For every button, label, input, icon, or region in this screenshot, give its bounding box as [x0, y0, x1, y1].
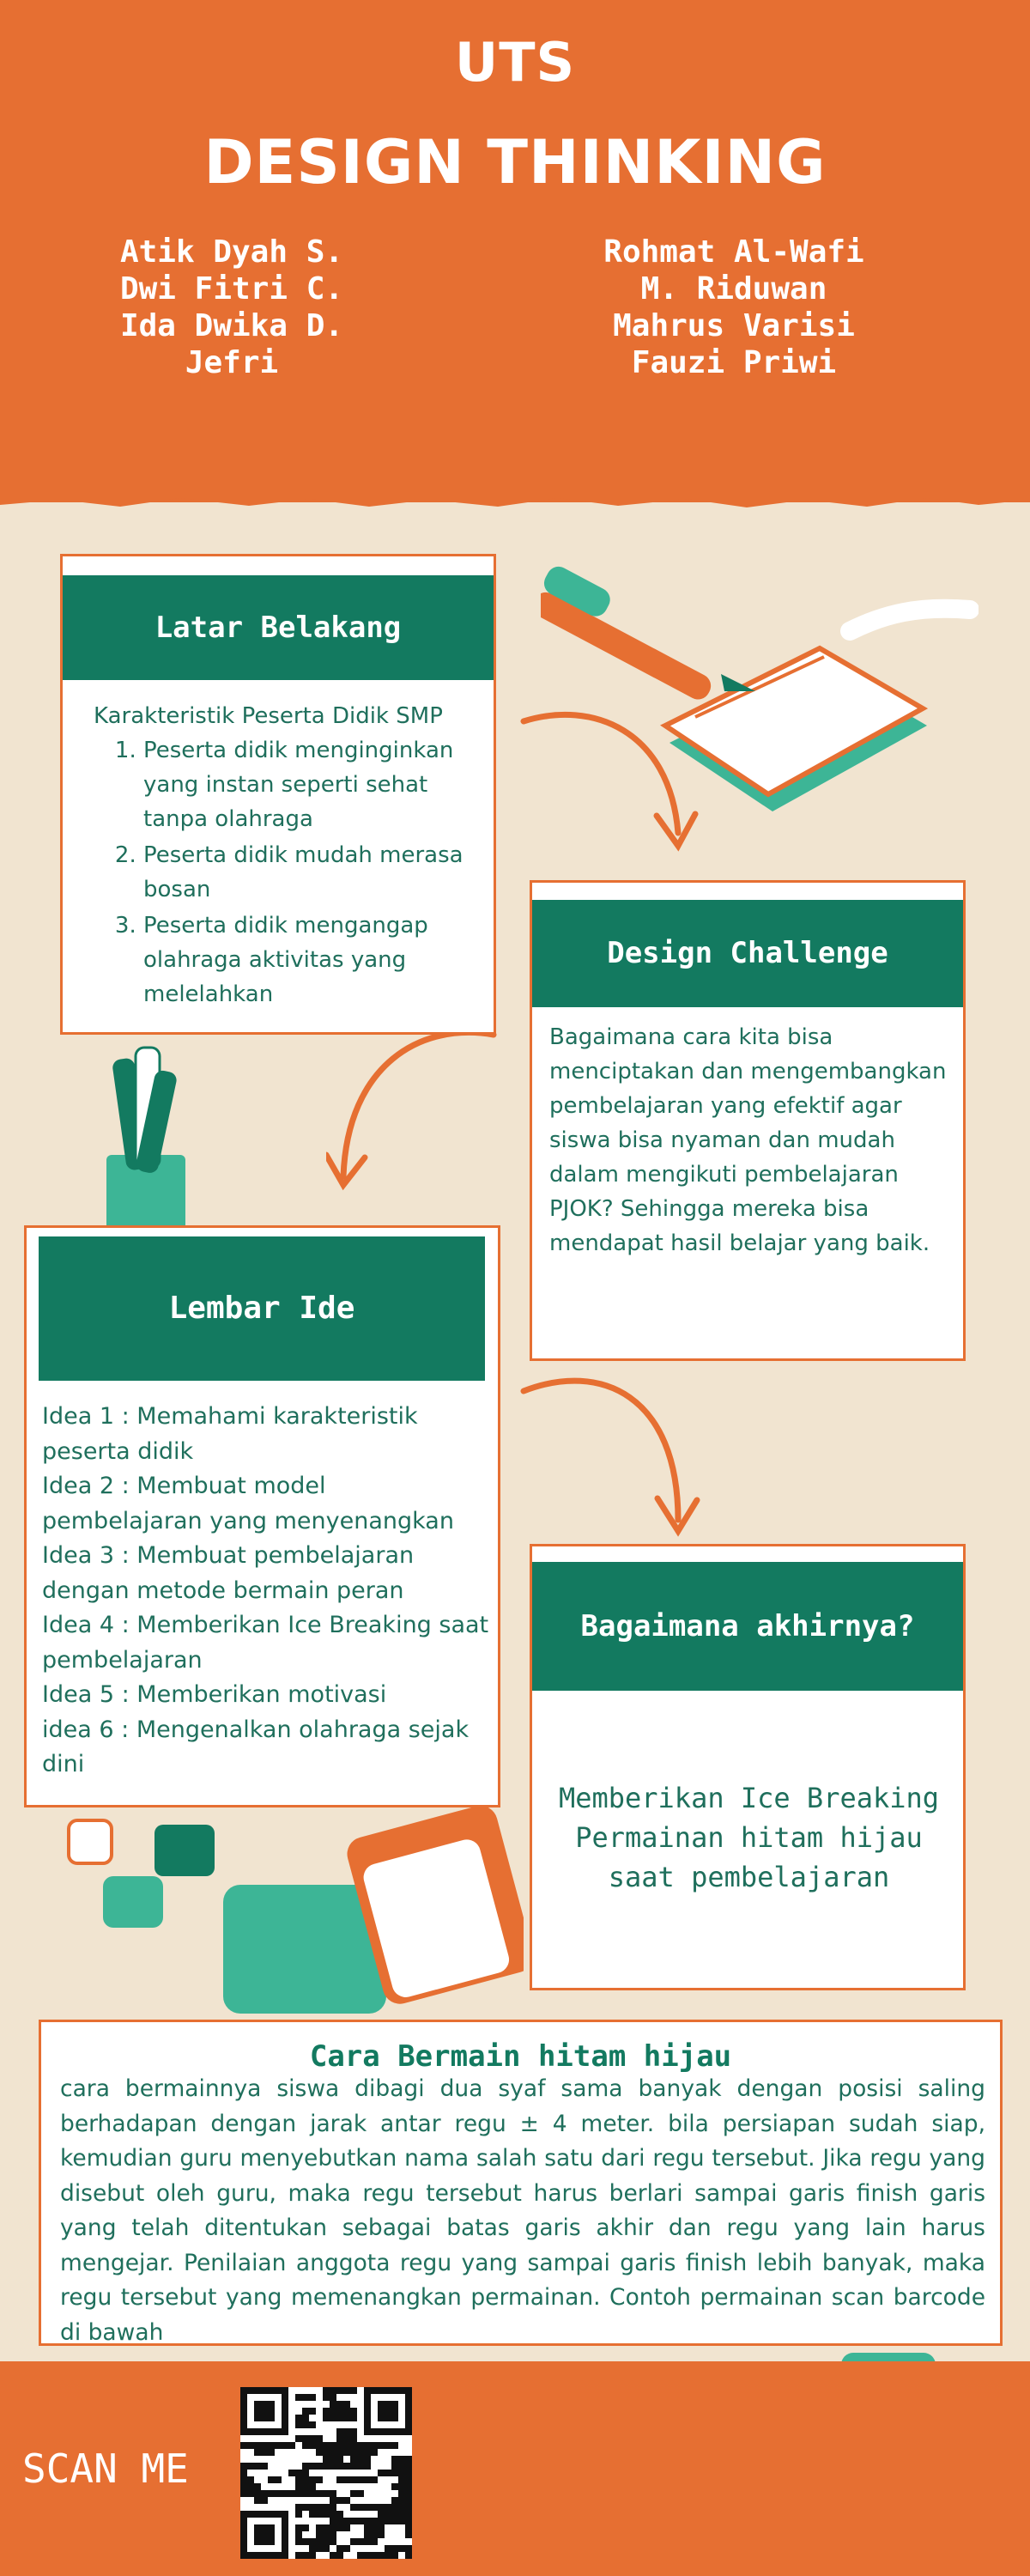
- arrow-to-ide: [326, 1022, 506, 1194]
- list-item: Idea 2 : Membuat model pembelajaran yang menyenangkan: [42, 1473, 454, 1534]
- cara-bermain-text: cara bermainnya siswa dibagi dua syaf sama banyak dengan posisi saling berhadapan dengan jarak antar regu ± 4 meter. bila persiapan sudah siap, kemudian guru menyebutkan nama salah satu dari regu tersebut. Jika regu yang disebut oleh guru, maka regu tersebut harus berlari sampai garis finish garis yang telah ditentukan sebagai batas garis akhir dan regu yang lain harus mengejar. Penilaian anggota regu yang sampai garis finish lebih banyak, maka regu tersebut yang memenangkan permainan. Contoh permainan scan barcode di bawah: [60, 2075, 985, 2346]
- torn-edge: [0, 481, 1030, 515]
- page-title-line2: DESIGN THINKING: [203, 127, 827, 197]
- latar-belakang-body: [94, 699, 480, 1013]
- members-left: [94, 234, 369, 381]
- latar-belakang-card: [60, 554, 496, 1035]
- scan-me-label: SCAN ME: [22, 2445, 189, 2492]
- member-name: Jefri: [185, 345, 279, 380]
- page-title-line1: UTS: [454, 31, 576, 94]
- list-item: Idea 1 : Memahami karakteristik peserta didik: [42, 1403, 418, 1465]
- list-item: 1. Peserta didik menginginkan yang instan seperti sehat tanpa olahraga: [143, 733, 480, 836]
- bagaimana-akhirnya-title: Bagaimana akhirnya?: [532, 1562, 963, 1691]
- member-name: Rohmat Al-Wafi: [603, 234, 864, 270]
- design-challenge-text: Bagaimana cara kita bisa menciptakan dan mengembangkan pembelajaran yang efektif agar siswa bisa nyaman dan mudah dalam mengikuti pembelajaran PJOK? Sehingga mereka bisa mendapat hasil belajar yang baik.: [549, 1024, 947, 1256]
- list-item: idea 6 : Mengenalkan olahraga sejak dini: [42, 1716, 470, 1777]
- design-challenge-card: [530, 880, 966, 1361]
- latar-belakang-title: Latar Belakang: [63, 575, 494, 680]
- lembar-ide-card: [24, 1225, 500, 1807]
- list-item: Idea 4 : Memberikan Ice Breaking saat pembelajaran: [42, 1612, 489, 1674]
- lembar-ide-title: Lembar Ide: [39, 1236, 485, 1381]
- list-item: 3. Peserta didik mengangap olahraga aktivitas yang melelahkan: [143, 908, 480, 1012]
- member-name: Ida Dwika D.: [119, 308, 344, 343]
- members-right: [558, 234, 910, 381]
- member-name: Dwi Fitri C.: [119, 271, 344, 307]
- cara-bermain-title: Cara Bermain hitam hijau: [309, 2039, 732, 2074]
- qr-code[interactable]: [240, 2387, 412, 2559]
- markers-cup-illustration: [94, 1043, 206, 1236]
- bagaimana-akhirnya-card: [530, 1544, 966, 1990]
- latar-belakang-list: [94, 733, 480, 1012]
- member-name: Mahrus Varisi: [613, 308, 855, 343]
- list-item: Idea 3 : Membuat pembelajaran dengan metode bermain peran: [42, 1542, 415, 1604]
- list-item: Idea 5 : Memberikan motivasi: [42, 1681, 387, 1708]
- cara-bermain-card: [39, 2020, 1003, 2346]
- design-challenge-title: Design Challenge: [532, 900, 963, 1007]
- member-name: Atik Dyah S.: [119, 234, 344, 270]
- list-item: 2. Peserta didik mudah merasa bosan: [143, 838, 480, 907]
- lembar-ide-list: [42, 1400, 493, 1783]
- member-name: Fauzi Priwi: [631, 345, 837, 380]
- bagaimana-akhirnya-text: Memberikan Ice Breaking Permainan hitam hijau saat pembelajaran: [558, 1782, 940, 1893]
- latar-belakang-intro: Karakteristik Peserta Didik SMP: [94, 703, 443, 729]
- member-name: M. Riduwan: [640, 271, 827, 307]
- arrow-to-akhir: [515, 1370, 712, 1541]
- books-clips-illustration: [60, 1807, 524, 2014]
- arrow-to-challenge: [515, 704, 704, 867]
